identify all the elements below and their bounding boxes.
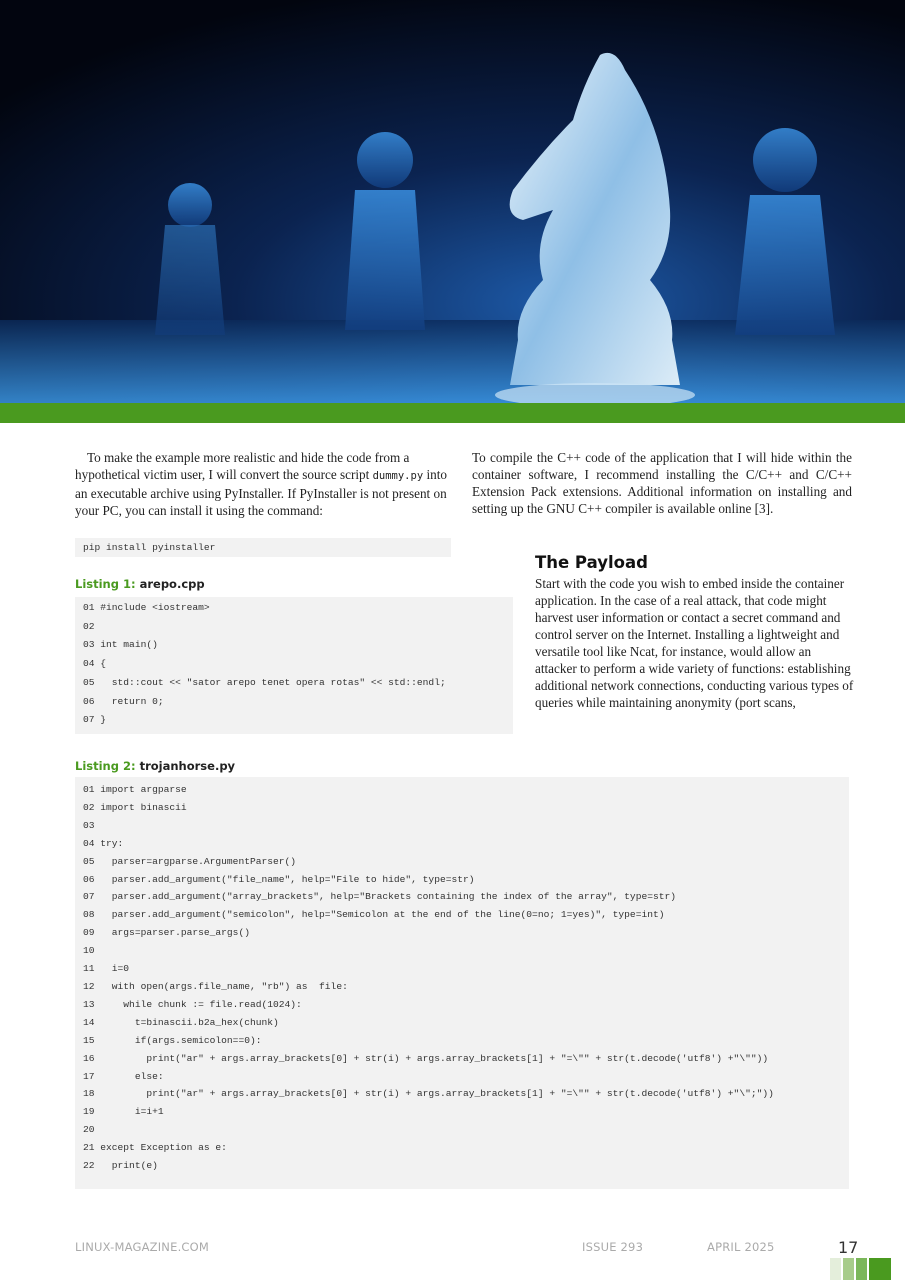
code-line: 19 i=i+1 (83, 1106, 164, 1118)
inline-code-filename: dummy.py (372, 470, 424, 482)
code-line: 01 #include <iostream> (83, 602, 210, 613)
intro-text-cont: into an executable archive using PyInstaller. If PyInstaller is not present on your PC, you can install it using the command: (75, 467, 447, 518)
code-line: 06 return 0; (83, 695, 164, 707)
code-line: 05 std::cout << "sator arepo tenet opera rotas" << std::endl; (83, 676, 446, 688)
code-line: 13 while chunk := file.read(1024): (83, 998, 302, 1010)
code-line: 11 i=0 (83, 963, 130, 975)
compile-paragraph: To compile the C++ code of the application that I will hide within the container software, I recommend installing the C/C++ and C/C++ Extension Pack extensions. Additional information on installing and setting up the GNU C++ compiler is available online [3]. (472, 450, 852, 516)
code-line: 21 except Exception as e: (83, 1142, 227, 1154)
code-line: 04 try: (83, 837, 124, 849)
code-line: 08 parser.add_argument("semicolon", help="Semicolon at the end of the line(0=no; 1=yes)", type=int) (83, 909, 665, 921)
footer-issue: ISSUE 293 (582, 1240, 644, 1254)
intro-paragraph (75, 449, 453, 519)
listing1-title: arepo.cpp (139, 577, 205, 591)
code-line: 04 { (83, 658, 107, 670)
code-line: 18 print("ar" + args.array_brackets[0] + str(i) + args.array_brackets[1] + "=\"" + str(t.decode('utf8') +"\";")) (83, 1088, 774, 1100)
code-line: 17 else: (83, 1070, 164, 1082)
listing2-code (75, 777, 849, 1189)
code-line: 20 (83, 1124, 95, 1136)
code-line: 07 parser.add_argument("array_brackets", help="Brackets containing the index of the array", type=str) (83, 891, 676, 903)
page-number: 17 (838, 1238, 859, 1257)
code-line: 09 args=parser.parse_args() (83, 927, 250, 939)
code-line: 14 t=binascii.b2a_hex(chunk) (83, 1016, 279, 1028)
payload-paragraph: Start with the code you wish to embed inside the container application. In the case of a real attack, that code might harvest user information or contact a secret command and control server on the Internet. Installing a lightweight and versatile tool like Ncat, for instance, would allow an attacker to perform a wide variety of functions: establishing additional network connections, conducting various types of queries while maintaining anonymity (port scans, (535, 576, 854, 710)
code-line: 02 import binascii (83, 801, 187, 813)
accent-bar (0, 403, 905, 423)
listing2-title: trojanhorse.py (139, 759, 236, 773)
code-line: 10 (83, 945, 95, 957)
page-tab-marker (830, 1258, 891, 1280)
code-line: 16 print("ar" + args.array_brackets[0] + str(i) + args.array_brackets[1] + "=\"" + str(t.decode('utf8') +"\"")) (83, 1052, 769, 1064)
code-line: 06 parser.add_argument("file_name", help="File to hide", type=str) (83, 873, 475, 885)
footer-date: APRIL 2025 (707, 1240, 775, 1254)
code-line: 01 import argparse (83, 784, 187, 795)
code-line: 05 parser=argparse.ArgumentParser() (83, 855, 297, 867)
code-line: 02 (83, 620, 95, 632)
listing1-label: Listing 1: (75, 577, 136, 591)
listing1-code (75, 597, 513, 734)
listing1-caption (75, 577, 205, 591)
listing2-caption (75, 759, 235, 773)
code-line: 12 with open(args.file_name, "rb") as file: (83, 980, 348, 992)
install-command: pip install pyinstaller (75, 538, 451, 557)
listing2-label: Listing 2: (75, 759, 136, 773)
code-line: 15 if(args.semicolon==0): (83, 1034, 262, 1046)
code-line: 03 (83, 819, 95, 831)
code-line: 07 } (83, 714, 107, 726)
code-line: 22 print(e) (83, 1160, 158, 1172)
footer-site: LINUX-MAGAZINE.COM (75, 1240, 210, 1254)
intro-text: To make the example more realistic and hide the code from a hypothetical victim user, I will convert the source script (75, 450, 410, 482)
code-line: 03 int main() (83, 639, 158, 651)
section-heading: The Payload (535, 553, 648, 572)
chess-knight-hero-image (0, 0, 905, 404)
